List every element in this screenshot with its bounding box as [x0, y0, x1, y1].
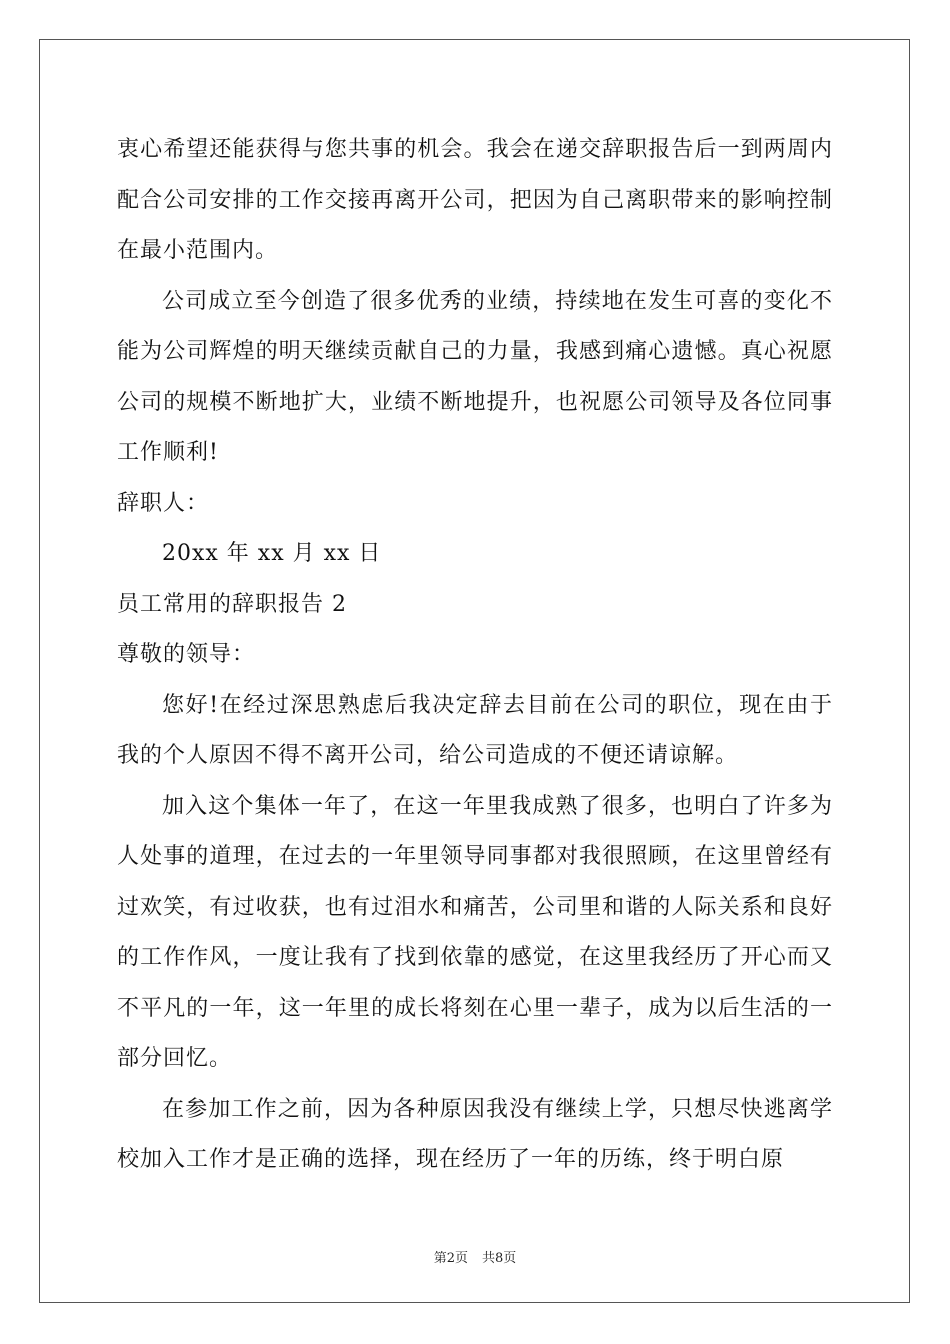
paragraph-4: 加入这个集体一年了，在这一年里我成熟了很多，也明白了许多为人处事的道理，在过去的一年里领导同事都对我很照顾，在这里曾经有过欢笑，有过收获，也有过泪水和痛苦，公司里和谐的人际关系和良好的工作作风，一度让我有了找到依靠的感觉，在这里我经历了开心而又不平凡的一年，这一年里的成长将刻在心里一辈子，成为以后生活的一部分回忆。 [117, 793, 833, 1071]
paragraph-1: 衷心希望还能获得与您共事的机会。我会在递交辞职报告后一到两周内配合公司安排的工作交接再离开公司，把因为自己离职带来的影响控制在最小范围内。 [117, 137, 833, 263]
signature-label: 辞职人： [117, 490, 210, 516]
date-line: 20xx 年 xx 月 xx 日 [162, 541, 382, 566]
paragraph-3: 您好!在经过深思熟虑后我决定辞去目前在公司的职位，现在由于我的个人原因不得不离开公司，给公司造成的不便还请谅解。 [117, 692, 833, 768]
document-body [117, 125, 833, 1186]
total-pages: 共8页 [482, 1251, 517, 1266]
salutation: 尊敬的领导： [117, 642, 256, 667]
paragraph-5: 在参加工作之前，因为各种原因我没有继续上学，只想尽快逃离学校加入工作才是正确的选择，现在经历了一年的历练，终于明白原 [117, 1096, 833, 1172]
page-number: 第2页 [433, 1251, 468, 1266]
page-footer [0, 1247, 950, 1266]
section-title: 员工常用的辞职报告 2 [117, 591, 347, 617]
paragraph-2: 公司成立至今创造了很多优秀的业绩，持续地在发生可喜的变化不能为公司辉煌的明天继续贡献自己的力量，我感到痛心遗憾。真心祝愿公司的规模不断地扩大，业绩不断地提升，也祝愿公司领导及各位同事工作顺利! [117, 288, 833, 465]
